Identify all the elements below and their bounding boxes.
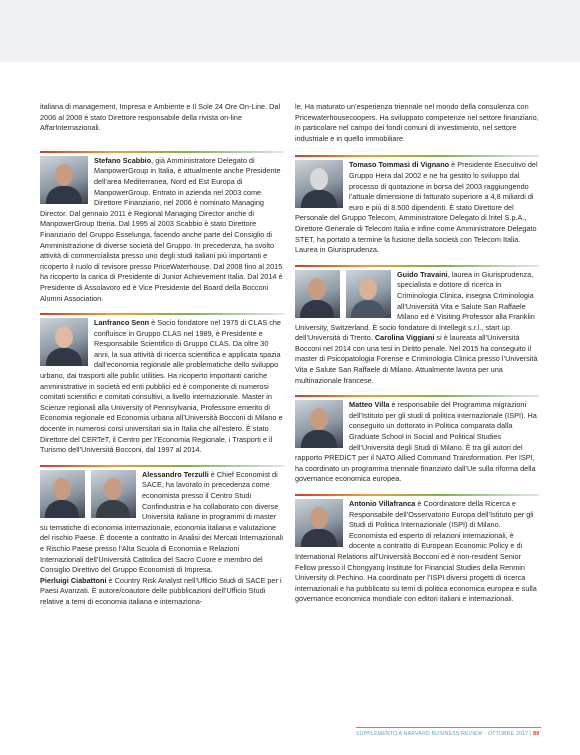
portrait-photo — [91, 470, 136, 518]
page-number: 89 — [533, 731, 540, 737]
portrait-photo — [40, 318, 88, 366]
portrait-photo — [295, 270, 340, 318]
bio-text: , laurea in Giurisprudenza, specialista e dottore di ricerca in Criminologia Clinica, insegna Criminologia all’Università Vita e Salute San Raffaele Milano ed è Visiting Professor alla Franklin University, Switzerland. È socio fondatore di Intellegit s.r.l., start up dell’Università di Trento. — [295, 269, 535, 343]
portrait-photo — [40, 156, 88, 204]
bio-name-secondary: Carolina Viggiani — [374, 333, 435, 343]
bio-villafranca — [295, 499, 539, 605]
portrait-photo — [295, 400, 343, 448]
bio-text-secondary: si è laureata all’Università Bocconi nel 2014 con una tesi in Diritto penale. Nel 2015 ha conseguito il master di Psicopatologia Forense e Criminologia Clinica presso l’Università Vita e Salute San Raffaele di Milano. Attualmente lavora per una multinazionale francese. — [295, 333, 538, 385]
footer-text: SUPPLEMENTO A HARVARD BUSINESS REVIEW · OTTOBRE 2017 | — [356, 731, 534, 737]
bio-name-secondary: Pierluigi Ciabattoni — [40, 575, 107, 585]
bio-terzulli — [40, 470, 284, 608]
bio-villa — [295, 400, 539, 485]
left-intro: italiana di management, Impresa e Ambiente e Il Sole 24 Ore On-Line. Dal 2006 al 2008 è stato Direttore responsabile della rivista on-line AffarInternazionali. — [40, 102, 281, 133]
portrait-photo — [295, 499, 343, 547]
bio-text: , già Amministratore Delegato di ManpowerGroup in Italia, è attualmente anche Presidente dell’area Mediterranea, Nord ed Est Europa di ManpowerGroup. Entrato in azienda nel 2003 come Direttore Finanziario, nel 2006 è nominato Managing Director. Dal gennaio 2011 è Regional Managing Director anche di ManpowerGroup Iberia. Dal 1995 al 2003 Scabbio è stato Direttore Finanziario del Gruppo Esselunga, facendo anche parte del Consiglio di Amministrazione di diverse società del Gruppo. In precedenza, ha svolto attività di commercialista presso uno degli studi italiani più importanti e ricoperto il ruolo di revisore presso PriceWaterhouse. Dal 2008 fino al 2015 ha ricoperto la carica di Presidente di Junior Achievement Italia. Dal 2014 è Presidente di Assolavoro ed è Vice Presidente del Board della Bocconi Alumni Association. — [40, 155, 283, 303]
bio-name: Antonio Villafranca — [349, 499, 416, 508]
bio-travaini — [295, 270, 539, 387]
bio-name: Stefano Scabbio — [94, 155, 152, 165]
bio-text: è Socio fondatore nel 1975 di CLAS che confluisce in Gruppo CLAS nel 1989, è Presidente e Responsabile Scientifico di Gruppo CLAS. Da oltre 30 anni, la sua attività di ricerca scientifica e applicata spazia dall’economia regionale alle problematiche dello sviluppo urbano, dai trasporti alle public utilities. Ha ricoperto importanti cariche amministrative in società ed enti pubblici ed è componente di numerosi comitati scientifici e comitati consultivi, a livello internazionale. Master in Scienze regionali alla University of Pennsylvania, Professore emerito di Economia regionale ed Economia urbana all’Università Bocconi di Milano e docente in numerosi corsi universitari sia in Italia che all’estero. È stato Direttore del CERTeT, il Centro per l’Economia Regionale, i Trasporti e il Turismo dell’Università Bocconi, dal 1997 al 2014. — [40, 318, 283, 455]
bio-text: è Chief Economist di SACE, ha lavorato in precedenza come economista presso il Centro Studi Confindustria e ha collaborato con diverse Università italiane in programmi di master su tematiche di economia internazionale, economia italiana e valutazione del rischio Paese. È docente a contratto in Analisi dei Mercati Internazionali e Rischio Paese presso l’Alta Scuola di Economia e Relazioni Internazionali dell’Università Cattolica del Sacro Cuore e membro del Consiglio Direttivo del Gruppo Economisti di Impresa. — [40, 469, 283, 575]
page-footer — [356, 731, 539, 737]
bio-text: è Coordinatore della Ricerca e Responsabile dell’Osservatorio Europa dell’Istituto per gli Studi di Politica Internazionale (ISPI) di Milano. Economista ed esperto di relazioni internazionali, è docente a contratto di European Economic Policy e di International Relations all’Università Bocconi ed è non-resident Senior Fellow presso il Chongyang Institute for Financial Studies della Renmin University di Pechino. Ha coordinato per l’ISPI diversi progetti di ricerca internazionali e ha pubblicato su temi di politica economica europea e sulla governance economica mondiale con editori italiani e internazionali. — [295, 499, 537, 604]
bio-senn — [40, 318, 284, 456]
bio-name: Alessandro Terzulli — [142, 469, 209, 479]
right-column — [295, 102, 539, 605]
footer-rule — [356, 727, 541, 728]
bio-name: Lanfranco Senn — [94, 318, 150, 328]
left-column — [40, 102, 284, 608]
bio-name: Guido Travaini — [397, 269, 448, 279]
bio-text: è Presidente Esecutivo del Gruppo Hera dal 2002 e ne ha gestito lo sviluppo dal processo di quotazione in borsa del 2003 raggiungendo l’attuale dimensione di fatturato superiore a 4,8 miliardi di euro e più di 8.500 dipendenti. È stato Direttore del Personale del Gruppo Telecom, Amministratore Delegato di Iritel S.p.A., Direttore Generale di Telecom Italia e infine come Amministratore Delegato STET, ha portato a termine la fusione della società con Telecom Italia. Laurea in Giurisprudenza. — [295, 160, 538, 255]
portrait-photo — [295, 160, 343, 208]
bio-tommasi — [295, 160, 539, 255]
portrait-photo — [346, 270, 391, 318]
bio-name: Tomaso Tommasi di Vignano — [349, 160, 450, 170]
bio-text: è responsabile del Programma migrazioni dell’Istituto per gli studi di politica internazionale (ISPI). Ha conseguito un dottorato in Politica comparata dalla Graduate School in Social and Political Studies dell’Università degli Studi di Milano. È tra gli autori del rapporto PREDICT per il NATO Allied Command Transformation. Per ISPI, ha coordinato un programma triennale finanziato dall’Ue sulla riforma della governance economica europea. — [295, 400, 537, 484]
bio-scabbio — [40, 156, 284, 304]
portrait-photo — [40, 470, 85, 518]
top-band — [0, 0, 580, 62]
bio-name: Matteo Villa — [349, 400, 390, 410]
right-intro: le. Ha maturato un’esperienza triennale nel mondo della consulenza con Pricewaterhousecoopers. Ha sviluppato competenze nel settore finanziario, in particolare nel campo dei fondi comuni di investimento, nel settore industriale e in quello immobiliare. — [295, 102, 539, 143]
bio-text-secondary: è Country Risk Analyst nell’Ufficio Studi di SACE per i Paesi Avanzati. È autore/coautore delle pubblicazioni dell’Ufficio Studi relative a temi di economia italiana e internaziona- — [40, 575, 282, 606]
